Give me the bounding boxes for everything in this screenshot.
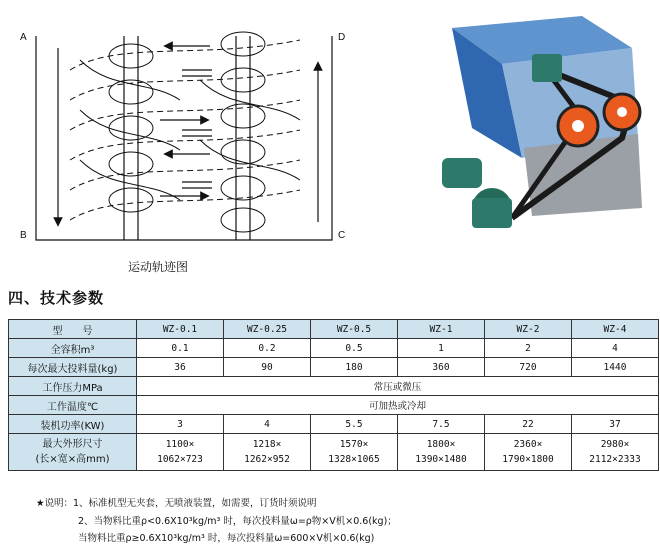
table-cell — [224, 434, 311, 471]
table-cell: WZ-0.1 — [137, 320, 224, 339]
table-cell: 90 — [224, 358, 311, 377]
table-row — [9, 434, 659, 471]
row-label-line2: (长×宽×高mm) — [35, 454, 110, 465]
table-cell: 7.5 — [398, 415, 485, 434]
row-label: 每次最大投料量(kg) — [9, 358, 137, 377]
cell-line2: 1062×723 — [157, 454, 203, 465]
row-label-line1: 最大外形尺寸 — [42, 439, 103, 450]
row-label: 型 号 — [9, 320, 137, 339]
row-label: 全容积m³ — [9, 339, 137, 358]
table-cell: WZ-0.25 — [224, 320, 311, 339]
table-cell: WZ-1 — [398, 320, 485, 339]
cell-line1: 1100× — [165, 439, 195, 450]
cell-line2: 1790×1800 — [502, 454, 554, 465]
section-title: 四、技术参数 — [8, 289, 105, 307]
table-cell — [137, 434, 224, 471]
table-cell: WZ-4 — [572, 320, 659, 339]
table-cell: 720 — [485, 358, 572, 377]
table-cell: WZ-0.5 — [311, 320, 398, 339]
table-cell: 37 — [572, 415, 659, 434]
table-cell: 180 — [311, 358, 398, 377]
table-cell — [311, 434, 398, 471]
table-cell: 4 — [224, 415, 311, 434]
table-row — [9, 377, 659, 396]
row-label: 装机功率(KW) — [9, 415, 137, 434]
cell-line2: 1328×1065 — [328, 454, 380, 465]
cell-line2: 1262×952 — [244, 454, 290, 465]
table-cell: 4 — [572, 339, 659, 358]
table-cell: WZ-2 — [485, 320, 572, 339]
table-cell — [485, 434, 572, 471]
row-label: 工作温度℃ — [9, 396, 137, 415]
mixer-machine-photo — [432, 8, 654, 248]
cell-line1: 2360× — [513, 439, 543, 450]
table-cell — [572, 434, 659, 471]
note-line-1: ★说明：1、标准机型无夹套，无喷液装置，如需要，订货时须说明 — [36, 498, 317, 509]
table-row — [9, 396, 659, 415]
corner-label-b: B — [20, 230, 27, 241]
cell-line2: 2112×2333 — [589, 454, 641, 465]
cell-line2: 1390×1480 — [415, 454, 467, 465]
row-label: 工作压力MPa — [9, 377, 137, 396]
table-row — [9, 339, 659, 358]
note-line-3: 当物料比重ρ≥0.6X10³kg/m³ 时，每次投料量ω=600×V机×0.6(kg) — [78, 533, 375, 544]
spec-table — [8, 319, 659, 471]
cell-line1: 1570× — [339, 439, 369, 450]
cell-line1: 1218× — [252, 439, 282, 450]
table-row — [9, 415, 659, 434]
table-cell: 5.5 — [311, 415, 398, 434]
table-row — [9, 358, 659, 377]
table-cell: 3 — [137, 415, 224, 434]
motion-trajectory-diagram — [0, 0, 360, 258]
table-cell: 1440 — [572, 358, 659, 377]
row-label — [9, 434, 137, 471]
table-cell-span: 可加热或冷却 — [137, 396, 659, 415]
table-cell: 360 — [398, 358, 485, 377]
table-cell: 1 — [398, 339, 485, 358]
table-cell: 0.2 — [224, 339, 311, 358]
table-cell: 36 — [137, 358, 224, 377]
table-cell-span: 常压或微压 — [137, 377, 659, 396]
corner-label-a: A — [20, 32, 27, 43]
note-line-2: 2、当物料比重ρ<0.6X10³kg/m³ 时，每次投料量ω=ρ物×V机×0.6(kg)； — [78, 516, 397, 527]
diagram-caption: 运动轨迹图 — [128, 260, 189, 274]
cell-line1: 2980× — [600, 439, 630, 450]
corner-label-c: C — [338, 230, 346, 241]
table-cell — [398, 434, 485, 471]
table-cell: 2 — [485, 339, 572, 358]
table-row — [9, 320, 659, 339]
table-cell: 0.1 — [137, 339, 224, 358]
cell-line1: 1800× — [426, 439, 456, 450]
corner-label-d: D — [338, 32, 346, 43]
table-cell: 0.5 — [311, 339, 398, 358]
table-cell: 22 — [485, 415, 572, 434]
